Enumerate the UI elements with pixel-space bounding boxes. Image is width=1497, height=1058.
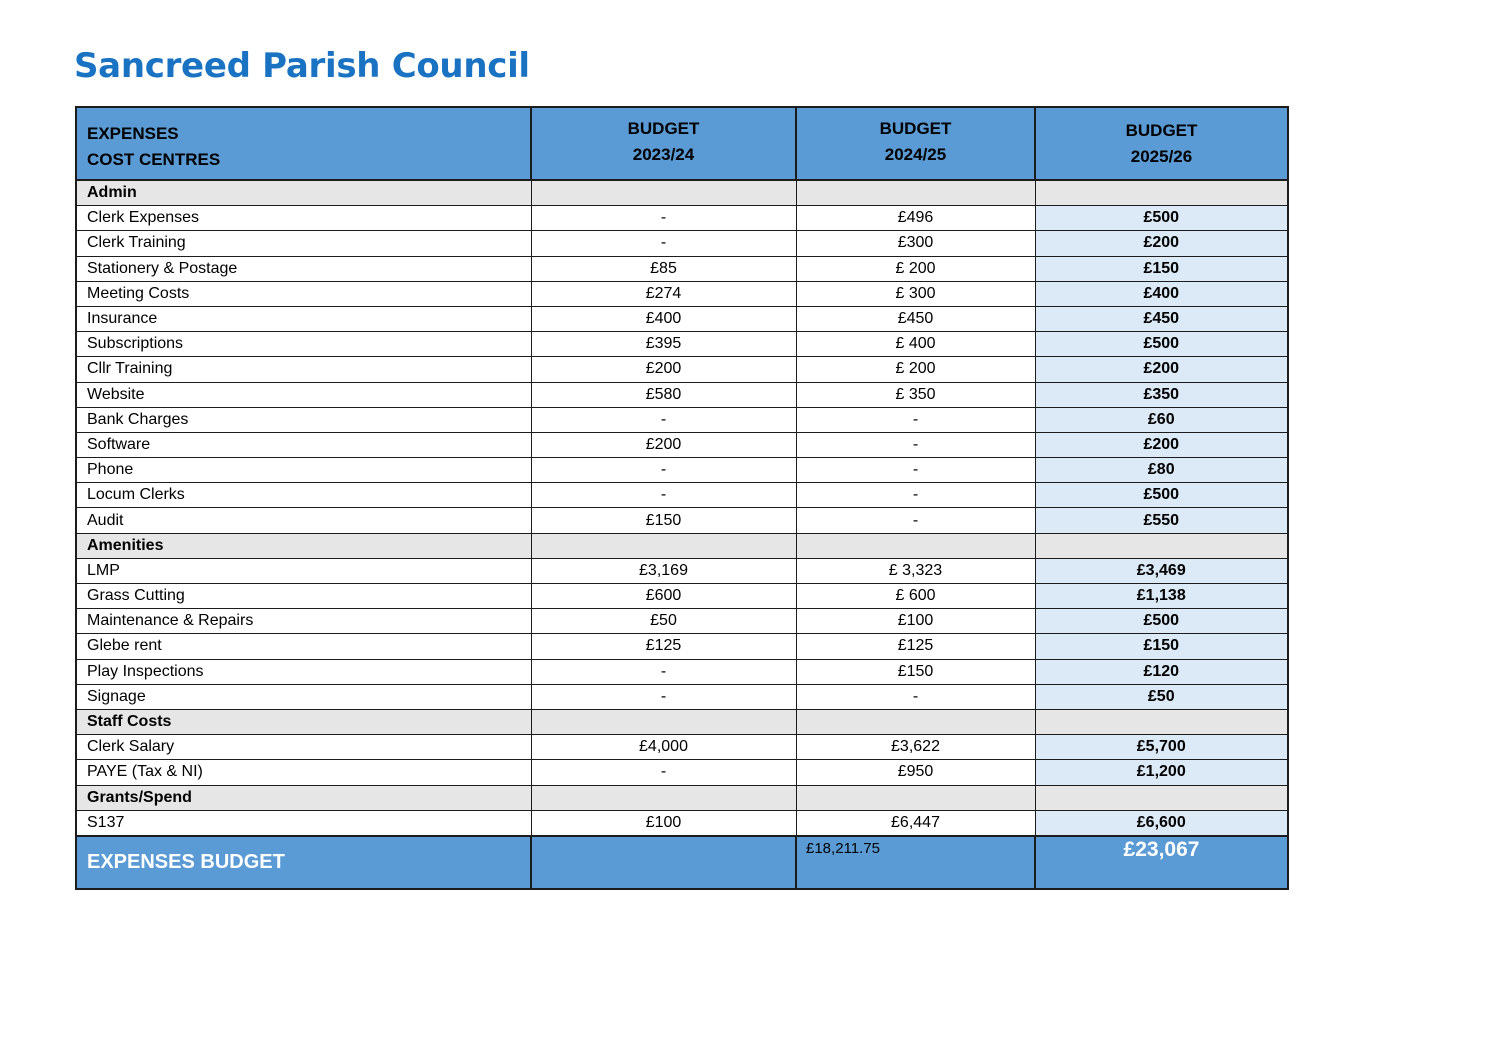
- cost-centre-cell: Audit: [76, 508, 531, 533]
- table-row: [76, 684, 1288, 709]
- section-row: [76, 785, 1288, 810]
- budget-2024-25-cell: £ 400: [796, 332, 1035, 357]
- header-budget-label: BUDGET: [1125, 120, 1198, 140]
- budget-2023-24-cell: -: [531, 231, 796, 256]
- budget-2024-25-cell: £950: [796, 760, 1035, 785]
- budget-2025-26-cell: £450: [1035, 306, 1288, 331]
- budget-2023-24-cell: £200: [531, 432, 796, 457]
- cost-centre-cell: Meeting Costs: [76, 281, 531, 306]
- budget-2025-26-cell: £550: [1035, 508, 1288, 533]
- section-empty-cell: [531, 785, 796, 810]
- cost-centre-cell: Signage: [76, 684, 531, 709]
- cost-centre-cell: Locum Clerks: [76, 483, 531, 508]
- table-row: [76, 810, 1288, 836]
- section-empty-cell: [1035, 533, 1288, 558]
- cost-centre-cell: Cllr Training: [76, 357, 531, 382]
- section-label: Amenities: [76, 533, 531, 558]
- budget-2023-24-cell: -: [531, 407, 796, 432]
- budget-2023-24-cell: £125: [531, 634, 796, 659]
- budget-2024-25-cell: -: [796, 432, 1035, 457]
- table-row: [76, 281, 1288, 306]
- section-label: Staff Costs: [76, 709, 531, 734]
- cost-centre-cell: Clerk Salary: [76, 735, 531, 760]
- table-row: [76, 659, 1288, 684]
- cost-centre-cell: Subscriptions: [76, 332, 531, 357]
- header-budget-label: BUDGET: [879, 119, 952, 138]
- section-empty-cell: [796, 785, 1035, 810]
- budget-2023-24-cell: £274: [531, 281, 796, 306]
- budget-2024-25-cell: £ 600: [796, 584, 1035, 609]
- cost-centre-cell: Software: [76, 432, 531, 457]
- total-label: EXPENSES BUDGET: [76, 836, 531, 889]
- budget-2024-25-cell: £ 300: [796, 281, 1035, 306]
- budget-2025-26-cell: £350: [1035, 382, 1288, 407]
- budget-2023-24-cell: -: [531, 206, 796, 231]
- table-row: [76, 357, 1288, 382]
- budget-2023-24-cell: -: [531, 483, 796, 508]
- section-empty-cell: [531, 180, 796, 206]
- budget-2025-26-cell: £1,200: [1035, 760, 1288, 785]
- budget-2024-25-cell: £ 200: [796, 256, 1035, 281]
- budget-2025-26-cell: £500: [1035, 206, 1288, 231]
- budget-2024-25-cell: £150: [796, 659, 1035, 684]
- budget-2023-24-cell: -: [531, 659, 796, 684]
- header-cost-centres: [76, 107, 531, 180]
- section-empty-cell: [796, 709, 1035, 734]
- budget-2023-24-cell: £200: [531, 357, 796, 382]
- budget-2025-26-cell: £150: [1035, 634, 1288, 659]
- budget-2025-26-cell: £6,600: [1035, 810, 1288, 836]
- total-2025-26: £23,067: [1035, 836, 1288, 889]
- table-row: [76, 508, 1288, 533]
- table-row: [76, 735, 1288, 760]
- budget-2024-25-cell: -: [796, 684, 1035, 709]
- budget-2025-26-cell: £150: [1035, 256, 1288, 281]
- cost-centre-cell: Clerk Training: [76, 231, 531, 256]
- section-empty-cell: [531, 709, 796, 734]
- budget-2023-24-cell: -: [531, 684, 796, 709]
- cost-centre-cell: LMP: [76, 558, 531, 583]
- cost-centre-cell: Insurance: [76, 306, 531, 331]
- budget-2024-25-cell: £496: [796, 206, 1035, 231]
- budget-2024-25-cell: £300: [796, 231, 1035, 256]
- budget-2024-25-cell: -: [796, 483, 1035, 508]
- table-row: [76, 206, 1288, 231]
- budget-2024-25-cell: £6,447: [796, 810, 1035, 836]
- table-row: [76, 458, 1288, 483]
- table-row: [76, 256, 1288, 281]
- budget-2025-26-cell: £400: [1035, 281, 1288, 306]
- budget-2023-24-cell: £85: [531, 256, 796, 281]
- cost-centre-cell: Bank Charges: [76, 407, 531, 432]
- table-header-row: [76, 107, 1288, 180]
- section-row: [76, 709, 1288, 734]
- budget-2024-25-cell: £100: [796, 609, 1035, 634]
- budget-2023-24-cell: £4,000: [531, 735, 796, 760]
- budget-2025-26-cell: £500: [1035, 332, 1288, 357]
- budget-2023-24-cell: £100: [531, 810, 796, 836]
- cost-centre-cell: Glebe rent: [76, 634, 531, 659]
- section-empty-cell: [1035, 180, 1288, 206]
- table-row: [76, 231, 1288, 256]
- table-row: [76, 584, 1288, 609]
- budget-2025-26-cell: £5,700: [1035, 735, 1288, 760]
- cost-centre-cell: PAYE (Tax & NI): [76, 760, 531, 785]
- total-2023-24: [531, 836, 796, 889]
- section-empty-cell: [531, 533, 796, 558]
- budget-2023-24-cell: £600: [531, 584, 796, 609]
- header-year-label: 2025/26: [1130, 146, 1193, 166]
- table-row: [76, 634, 1288, 659]
- table-row: [76, 306, 1288, 331]
- budget-2023-24-cell: £400: [531, 306, 796, 331]
- cost-centre-cell: Phone: [76, 458, 531, 483]
- budget-2025-26-cell: £60: [1035, 407, 1288, 432]
- header-budget-2023-24: [531, 107, 796, 180]
- budget-2024-25-cell: £ 350: [796, 382, 1035, 407]
- table-row: [76, 760, 1288, 785]
- header-cost-centres-label: COST CENTRES: [87, 149, 221, 169]
- table-row: [76, 483, 1288, 508]
- cost-centre-cell: Clerk Expenses: [76, 206, 531, 231]
- budget-2025-26-cell: £3,469: [1035, 558, 1288, 583]
- budget-2024-25-cell: -: [796, 508, 1035, 533]
- budget-2025-26-cell: £200: [1035, 231, 1288, 256]
- budget-2023-24-cell: £395: [531, 332, 796, 357]
- budget-2025-26-cell: £200: [1035, 357, 1288, 382]
- table-row: [76, 332, 1288, 357]
- section-empty-cell: [1035, 785, 1288, 810]
- page-title: Sancreed Parish Council: [74, 46, 530, 86]
- cost-centre-cell: Grass Cutting: [76, 584, 531, 609]
- cost-centre-cell: S137: [76, 810, 531, 836]
- table-row: [76, 432, 1288, 457]
- section-label: Admin: [76, 180, 531, 206]
- cost-centre-cell: Play Inspections: [76, 659, 531, 684]
- table-row: [76, 382, 1288, 407]
- budget-2025-26-cell: £500: [1035, 483, 1288, 508]
- cost-centre-cell: Maintenance & Repairs: [76, 609, 531, 634]
- header-expenses-label: EXPENSES: [87, 123, 179, 143]
- budget-2024-25-cell: £3,622: [796, 735, 1035, 760]
- table-row: [76, 609, 1288, 634]
- header-year-label: 2024/25: [884, 145, 947, 164]
- budget-2023-24-cell: £150: [531, 508, 796, 533]
- table-body: [76, 180, 1288, 836]
- budget-2025-26-cell: £1,138: [1035, 584, 1288, 609]
- section-empty-cell: [1035, 709, 1288, 734]
- total-row: [76, 836, 1288, 889]
- section-empty-cell: [796, 533, 1035, 558]
- header-budget-2024-25: [796, 107, 1035, 180]
- budget-2024-25-cell: £450: [796, 306, 1035, 331]
- budget-2025-26-cell: £50: [1035, 684, 1288, 709]
- budget-2025-26-cell: £120: [1035, 659, 1288, 684]
- budget-2023-24-cell: -: [531, 458, 796, 483]
- cost-centre-cell: Website: [76, 382, 531, 407]
- expenses-budget-table: [75, 106, 1289, 890]
- budget-2024-25-cell: £125: [796, 634, 1035, 659]
- section-row: [76, 180, 1288, 206]
- section-row: [76, 533, 1288, 558]
- budget-2024-25-cell: £ 3,323: [796, 558, 1035, 583]
- cost-centre-cell: Stationery & Postage: [76, 256, 531, 281]
- budget-2024-25-cell: -: [796, 458, 1035, 483]
- section-label: Grants/Spend: [76, 785, 531, 810]
- total-2024-25: £18,211.75: [796, 836, 1035, 889]
- header-year-label: 2023/24: [632, 145, 695, 164]
- section-empty-cell: [796, 180, 1035, 206]
- table-row: [76, 407, 1288, 432]
- budget-2023-24-cell: £3,169: [531, 558, 796, 583]
- budget-2024-25-cell: £ 200: [796, 357, 1035, 382]
- budget-2023-24-cell: £50: [531, 609, 796, 634]
- header-budget-label: BUDGET: [627, 119, 700, 138]
- budget-2025-26-cell: £500: [1035, 609, 1288, 634]
- budget-2025-26-cell: £200: [1035, 432, 1288, 457]
- budget-2024-25-cell: -: [796, 407, 1035, 432]
- header-budget-2025-26: [1035, 107, 1288, 180]
- budget-2023-24-cell: £580: [531, 382, 796, 407]
- budget-2023-24-cell: -: [531, 760, 796, 785]
- budget-2025-26-cell: £80: [1035, 458, 1288, 483]
- table-row: [76, 558, 1288, 583]
